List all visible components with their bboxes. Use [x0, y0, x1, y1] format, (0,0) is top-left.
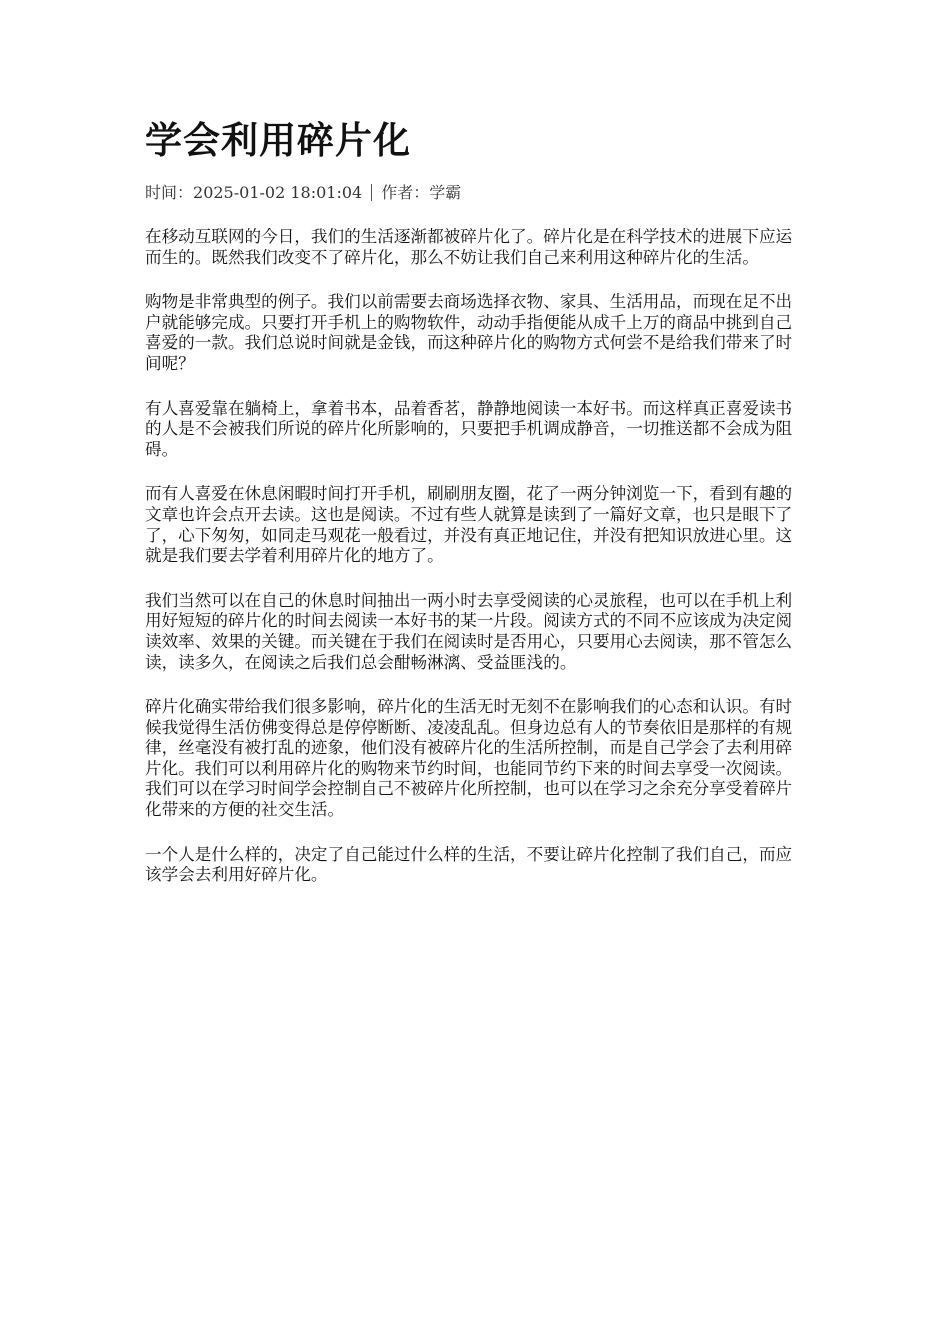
author-name: 学霸	[429, 183, 462, 202]
author-label: 作者：	[381, 183, 430, 202]
paragraph: 我们当然可以在自己的休息时间抽出一两小时去享受阅读的心灵旅程，也可以在手机上利用好短短的碎片化的时间去阅读一本好书的某一片段。阅读方式的不同不应该成为决定阅读效率、效果的关键。而关键在于我们在阅读时是否用心，只要用心去阅读，那不管怎么读，读多久，在阅读之后我们总会酣畅淋漓、受益匪浅的。	[145, 590, 793, 672]
article-title: 学会利用碎片化	[145, 119, 411, 162]
meta-divider	[371, 184, 372, 201]
publish-time: 2025-01-02 18:01:04	[193, 183, 363, 202]
paragraph: 碎片化确实带给我们很多影响，碎片化的生活无时无刻不在影响我们的心态和认识。有时候我觉得生活仿佛变得总是停停断断、凌凌乱乱。但身边总有人的节奏依旧是那样的有规律，丝毫没有被打乱的迹象，他们没有被碎片化的生活所控制，而是自己学会了去利用碎片化。我们可以利用碎片化的购物来节约时间，也能同节约下来的时间去享受一次阅读。我们可以在学习时间学会控制自己不被碎片化所控制，也可以在学习之余充分享受着碎片化带来的方便的社交生活。	[145, 697, 793, 820]
paragraph: 而有人喜爱在休息闲暇时间打开手机，刷刷朋友圈，花了一两分钟浏览一下，看到有趣的文章也许会点开去读。这也是阅读。不过有些人就算是读到了一篇好文章，也只是眼下了了，心下匆匆，如同走马观花一般看过，并没有真正地记住，并没有把知识放进心里。这就是我们要去学着利用碎片化的地方了。	[145, 484, 793, 566]
paragraph: 购物是非常典型的例子。我们以前需要去商场选择衣物、家具、生活用品，而现在足不出户就能够完成。只要打开手机上的购物软件，动动手指便能从成千上万的商品中挑到自己喜爱的一款。我们总说时间就是金钱，而这种碎片化的购物方式何尝不是给我们带来了时间呢？	[145, 292, 793, 373]
paragraph: 有人喜爱靠在躺椅上，拿着书本，品着香茗，静静地阅读一本好书。而这样真正喜爱读书的人是不会被我们所说的碎片化所影响的，只要把手机调成静音，一切推送都不会成为阻碍。	[145, 398, 793, 459]
time-label: 时间：	[145, 183, 194, 202]
article-meta	[145, 182, 461, 204]
article-body	[145, 227, 805, 910]
paragraph: 在移动互联网的今日，我们的生活逐渐都被碎片化了。碎片化是在科学技术的进展下应运而生的。既然我们改变不了碎片化，那么不妨让我们自己来利用这种碎片化的生活。	[145, 227, 793, 267]
paragraph: 一个人是什么样的，决定了自己能过什么样的生活，不要让碎片化控制了我们自己，而应该学会去利用好碎片化。	[145, 844, 793, 885]
